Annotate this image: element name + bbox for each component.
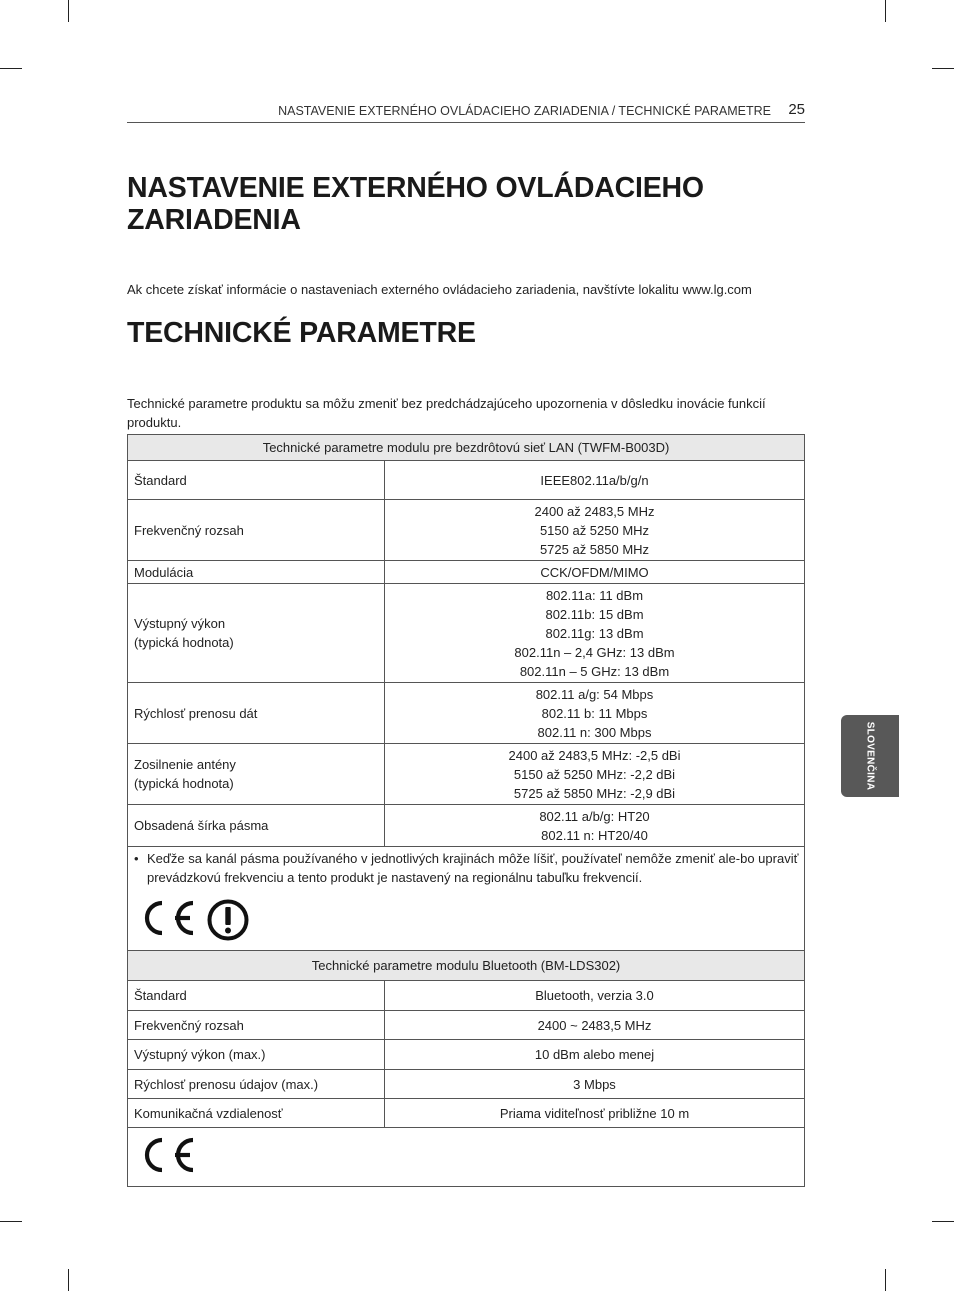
crop-mark <box>68 1269 69 1291</box>
crop-mark <box>68 0 69 22</box>
spec-key: Zosilnenie antény (typická hodnota) <box>128 744 385 805</box>
spec-value: 2400 ~ 2483,5 MHz <box>385 1011 805 1040</box>
bullet: • <box>134 851 139 866</box>
table-row <box>128 805 805 847</box>
bt-table-caption: Technické parametre modulu Bluetooth (BM-LDS302) <box>128 951 805 981</box>
ce-mark-icon <box>136 899 196 937</box>
bt-logo-cell <box>128 1128 805 1187</box>
language-tab <box>841 715 899 797</box>
spec-key: Obsadená šírka pásma <box>128 805 385 847</box>
spec-key: Rýchlosť prenosu dát <box>128 683 385 744</box>
spec-key: Štandard <box>128 461 385 500</box>
wifi-note-text: Keďže sa kanál pásma používaného v jednotlivých krajinách môže líšiť, používateľ nemôže zmeniť ale-bo upraviť prevádzkovú frekvenciu a tento produkt je nastavený na regionálnu tabuľku frekvencií. <box>147 851 799 885</box>
running-header <box>127 101 805 123</box>
table-row <box>128 744 805 805</box>
bluetooth-spec-table <box>127 950 805 1187</box>
crop-mark <box>932 68 954 69</box>
running-header-title: NASTAVENIE EXTERNÉHO OVLÁDACIEHO ZARIADENIA / TECHNICKÉ PARAMETRE <box>278 104 771 118</box>
table-row <box>128 461 805 500</box>
table-row <box>128 1128 805 1187</box>
table-row <box>128 981 805 1011</box>
crop-mark <box>932 1221 954 1222</box>
wifi-table-caption: Technické parametre modulu pre bezdrôtovú sieť LAN (TWFM-B003D) <box>128 435 805 461</box>
spec-value: CCK/OFDM/MIMO <box>385 561 805 584</box>
spec-value: 802.11 a/b/g: HT20 802.11 n: HT20/40 <box>385 805 805 847</box>
table-row <box>128 500 805 561</box>
spec-value: Priama viditeľnosť približne 10 m <box>385 1099 805 1128</box>
wifi-spec-table <box>127 434 805 951</box>
spec-key: Štandard <box>128 981 385 1011</box>
spec-key: Výstupný výkon (typická hodnota) <box>128 584 385 683</box>
spec-value: 2400 až 2483,5 MHz: -2,5 dBi 5150 až 5250 MHz: -2,2 dBi 5725 až 5850 MHz: -2,9 dBi <box>385 744 805 805</box>
table-row <box>128 561 805 584</box>
table-row <box>128 847 805 951</box>
spec-value: IEEE802.11a/b/g/n <box>385 461 805 500</box>
spec-key: Výstupný výkon (max.) <box>128 1040 385 1070</box>
crop-mark <box>0 68 22 69</box>
ce-mark-icon <box>136 1136 196 1174</box>
spec-value: Bluetooth, verzia 3.0 <box>385 981 805 1011</box>
spec-value: 3 Mbps <box>385 1070 805 1099</box>
wifi-note-cell <box>128 847 805 951</box>
spec-key: Frekvenčný rozsah <box>128 500 385 561</box>
table-row <box>128 584 805 683</box>
spec-key: Modulácia <box>128 561 385 584</box>
table-row <box>128 683 805 744</box>
section-title-external-control: NASTAVENIE EXTERNÉHO OVLÁDACIEHO ZARIADENIA <box>127 172 704 236</box>
crop-mark <box>885 0 886 22</box>
crop-mark <box>885 1269 886 1291</box>
spec-key: Rýchlosť prenosu údajov (max.) <box>128 1070 385 1099</box>
table-row <box>128 1011 805 1040</box>
table-row <box>128 1099 805 1128</box>
alert-mark-icon <box>206 899 250 941</box>
page-number: 25 <box>788 101 805 118</box>
specifications-text: Technické parametre produktu sa môžu zmeniť bez predchádzajúceho upozornenia v dôsledku inovácie funkcií produktu. <box>127 396 766 430</box>
spec-value: 10 dBm alebo menej <box>385 1040 805 1070</box>
section-title-specifications: TECHNICKÉ PARAMETRE <box>127 317 476 349</box>
crop-mark <box>0 1221 22 1222</box>
table-row <box>128 1040 805 1070</box>
spec-key: Komunikačná vzdialenosť <box>128 1099 385 1128</box>
external-control-text: Ak chcete získať informácie o nastaveniach externého ovládacieho zariadenia, navštívte lokalitu www.lg.com <box>127 282 752 297</box>
language-tab-label: SLOVENČINA <box>864 721 876 791</box>
spec-value: 802.11 a/g: 54 Mbps 802.11 b: 11 Mbps 802.11 n: 300 Mbps <box>385 683 805 744</box>
spec-key: Frekvenčný rozsah <box>128 1011 385 1040</box>
spec-value: 802.11a: 11 dBm 802.11b: 15 dBm 802.11g: 13 dBm 802.11n – 2,4 GHz: 13 dBm 802.11n – 5 GHz: 13 dBm <box>385 584 805 683</box>
table-row <box>128 1070 805 1099</box>
spec-value: 2400 až 2483,5 MHz 5150 až 5250 MHz 5725 až 5850 MHz <box>385 500 805 561</box>
